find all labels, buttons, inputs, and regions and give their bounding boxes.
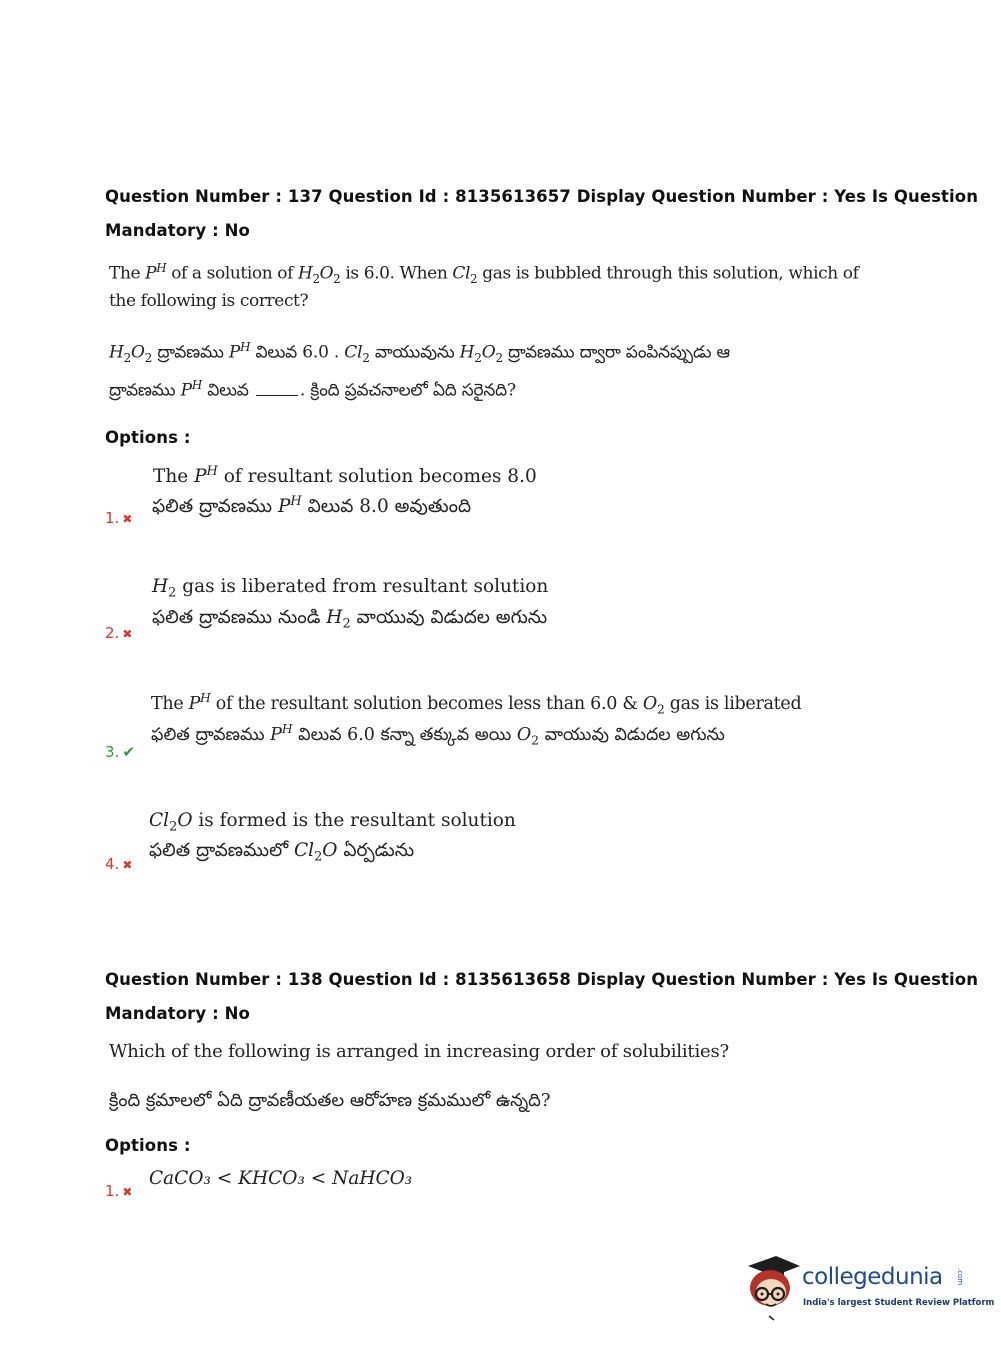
- options-label-138: Options :: [105, 1136, 191, 1155]
- question-text-te-137-line2: ద్రావణము $P^H$ విలువ . క్రింది ప్రవచనాలలో ఏది సరైనది?: [109, 378, 516, 401]
- logo-wordmark: collegedunia: [802, 1264, 943, 1290]
- question-meta-138: Question Number : 138 Question Id : 8135613658 Display Question Number : Yes Is Question: [105, 970, 979, 989]
- question-text-en-137-line2: the following is correct?: [109, 291, 309, 311]
- mandatory-138: Mandatory : No: [105, 1004, 250, 1023]
- option-1-text-138: CaCO₃ < KHCO₃ < NaHCO₃: [149, 1168, 413, 1189]
- logo-dotcom: .com: [956, 1268, 964, 1286]
- option-3-marker: 3. ✔: [105, 743, 135, 761]
- option-4-text-te: ఫలిత ద్రావణములో $Cl_2O$ ఏర్పడును: [149, 840, 415, 865]
- answer-blank: [256, 394, 298, 396]
- option-1-marker: 1. ✖: [105, 509, 133, 527]
- option-1-text-te: ఫలిత ద్రావణము $P^H$ విలువ 8.0 అవుతుంది: [152, 494, 472, 518]
- wrong-icon: ✖: [122, 858, 133, 872]
- question-text-en-137: The $P^H$ of a solution of $H_2O_2$ is 6.0. When $Cl_2$ gas is bubbled through this solution, which of: [109, 261, 859, 287]
- option-1-marker-138: 1. ✖: [105, 1182, 133, 1200]
- mascot-icon: [742, 1250, 804, 1322]
- question-meta-137: Question Number : 137 Question Id : 8135613657 Display Question Number : Yes Is Question: [105, 187, 979, 206]
- option-1-text-en: The $P^H$ of resultant solution becomes 8.0: [153, 464, 537, 488]
- wrong-icon: ✖: [122, 512, 133, 526]
- question-text-te-138: క్రింది క్రమాలలో ఏది ద్రావణీయతల ఆరోహణ క్రమములో ఉన్నది?: [109, 1090, 551, 1111]
- option-2-text-te: ఫలిత ద్రావణము నుండి $H_2$ వాయువు విడుదల అగును: [152, 607, 548, 632]
- mandatory-137: Mandatory : No: [105, 221, 250, 240]
- option-2-text-en: $H_2$ gas is liberated from resultant solution: [152, 576, 549, 601]
- wrong-icon: ✖: [122, 1185, 133, 1199]
- collegedunia-logo: [742, 1250, 995, 1322]
- option-3-text-te: ఫలిత ద్రావణము $P^H$ విలువ 6.0 కన్నా తక్కువ అయి $O_2$ వాయువు విడుదల అగును: [151, 722, 725, 748]
- correct-check-icon: ✔: [122, 743, 135, 761]
- wrong-icon: ✖: [122, 627, 133, 641]
- option-4-text-en: $Cl_2O$ is formed is the resultant solution: [149, 810, 516, 835]
- option-2-marker: 2. ✖: [105, 624, 133, 642]
- logo-tagline: India's largest Student Review Platform: [803, 1298, 995, 1308]
- option-4-marker: 4. ✖: [105, 855, 133, 873]
- options-label-137: Options :: [105, 428, 191, 447]
- question-text-en-138: Which of the following is arranged in increasing order of solubilities?: [109, 1041, 729, 1062]
- option-3-text-en: The $P^H$ of the resultant solution becomes less than 6.0 & $O_2$ gas is liberated: [151, 691, 802, 717]
- question-text-te-137: $H_2O_2$ ద్రావణము $P^H$ విలువ 6.0 . $Cl_2$ వాయువును $H_2O_2$ ద్రావణము ద్వారా పంపినప్పుడు ఆ: [109, 340, 730, 366]
